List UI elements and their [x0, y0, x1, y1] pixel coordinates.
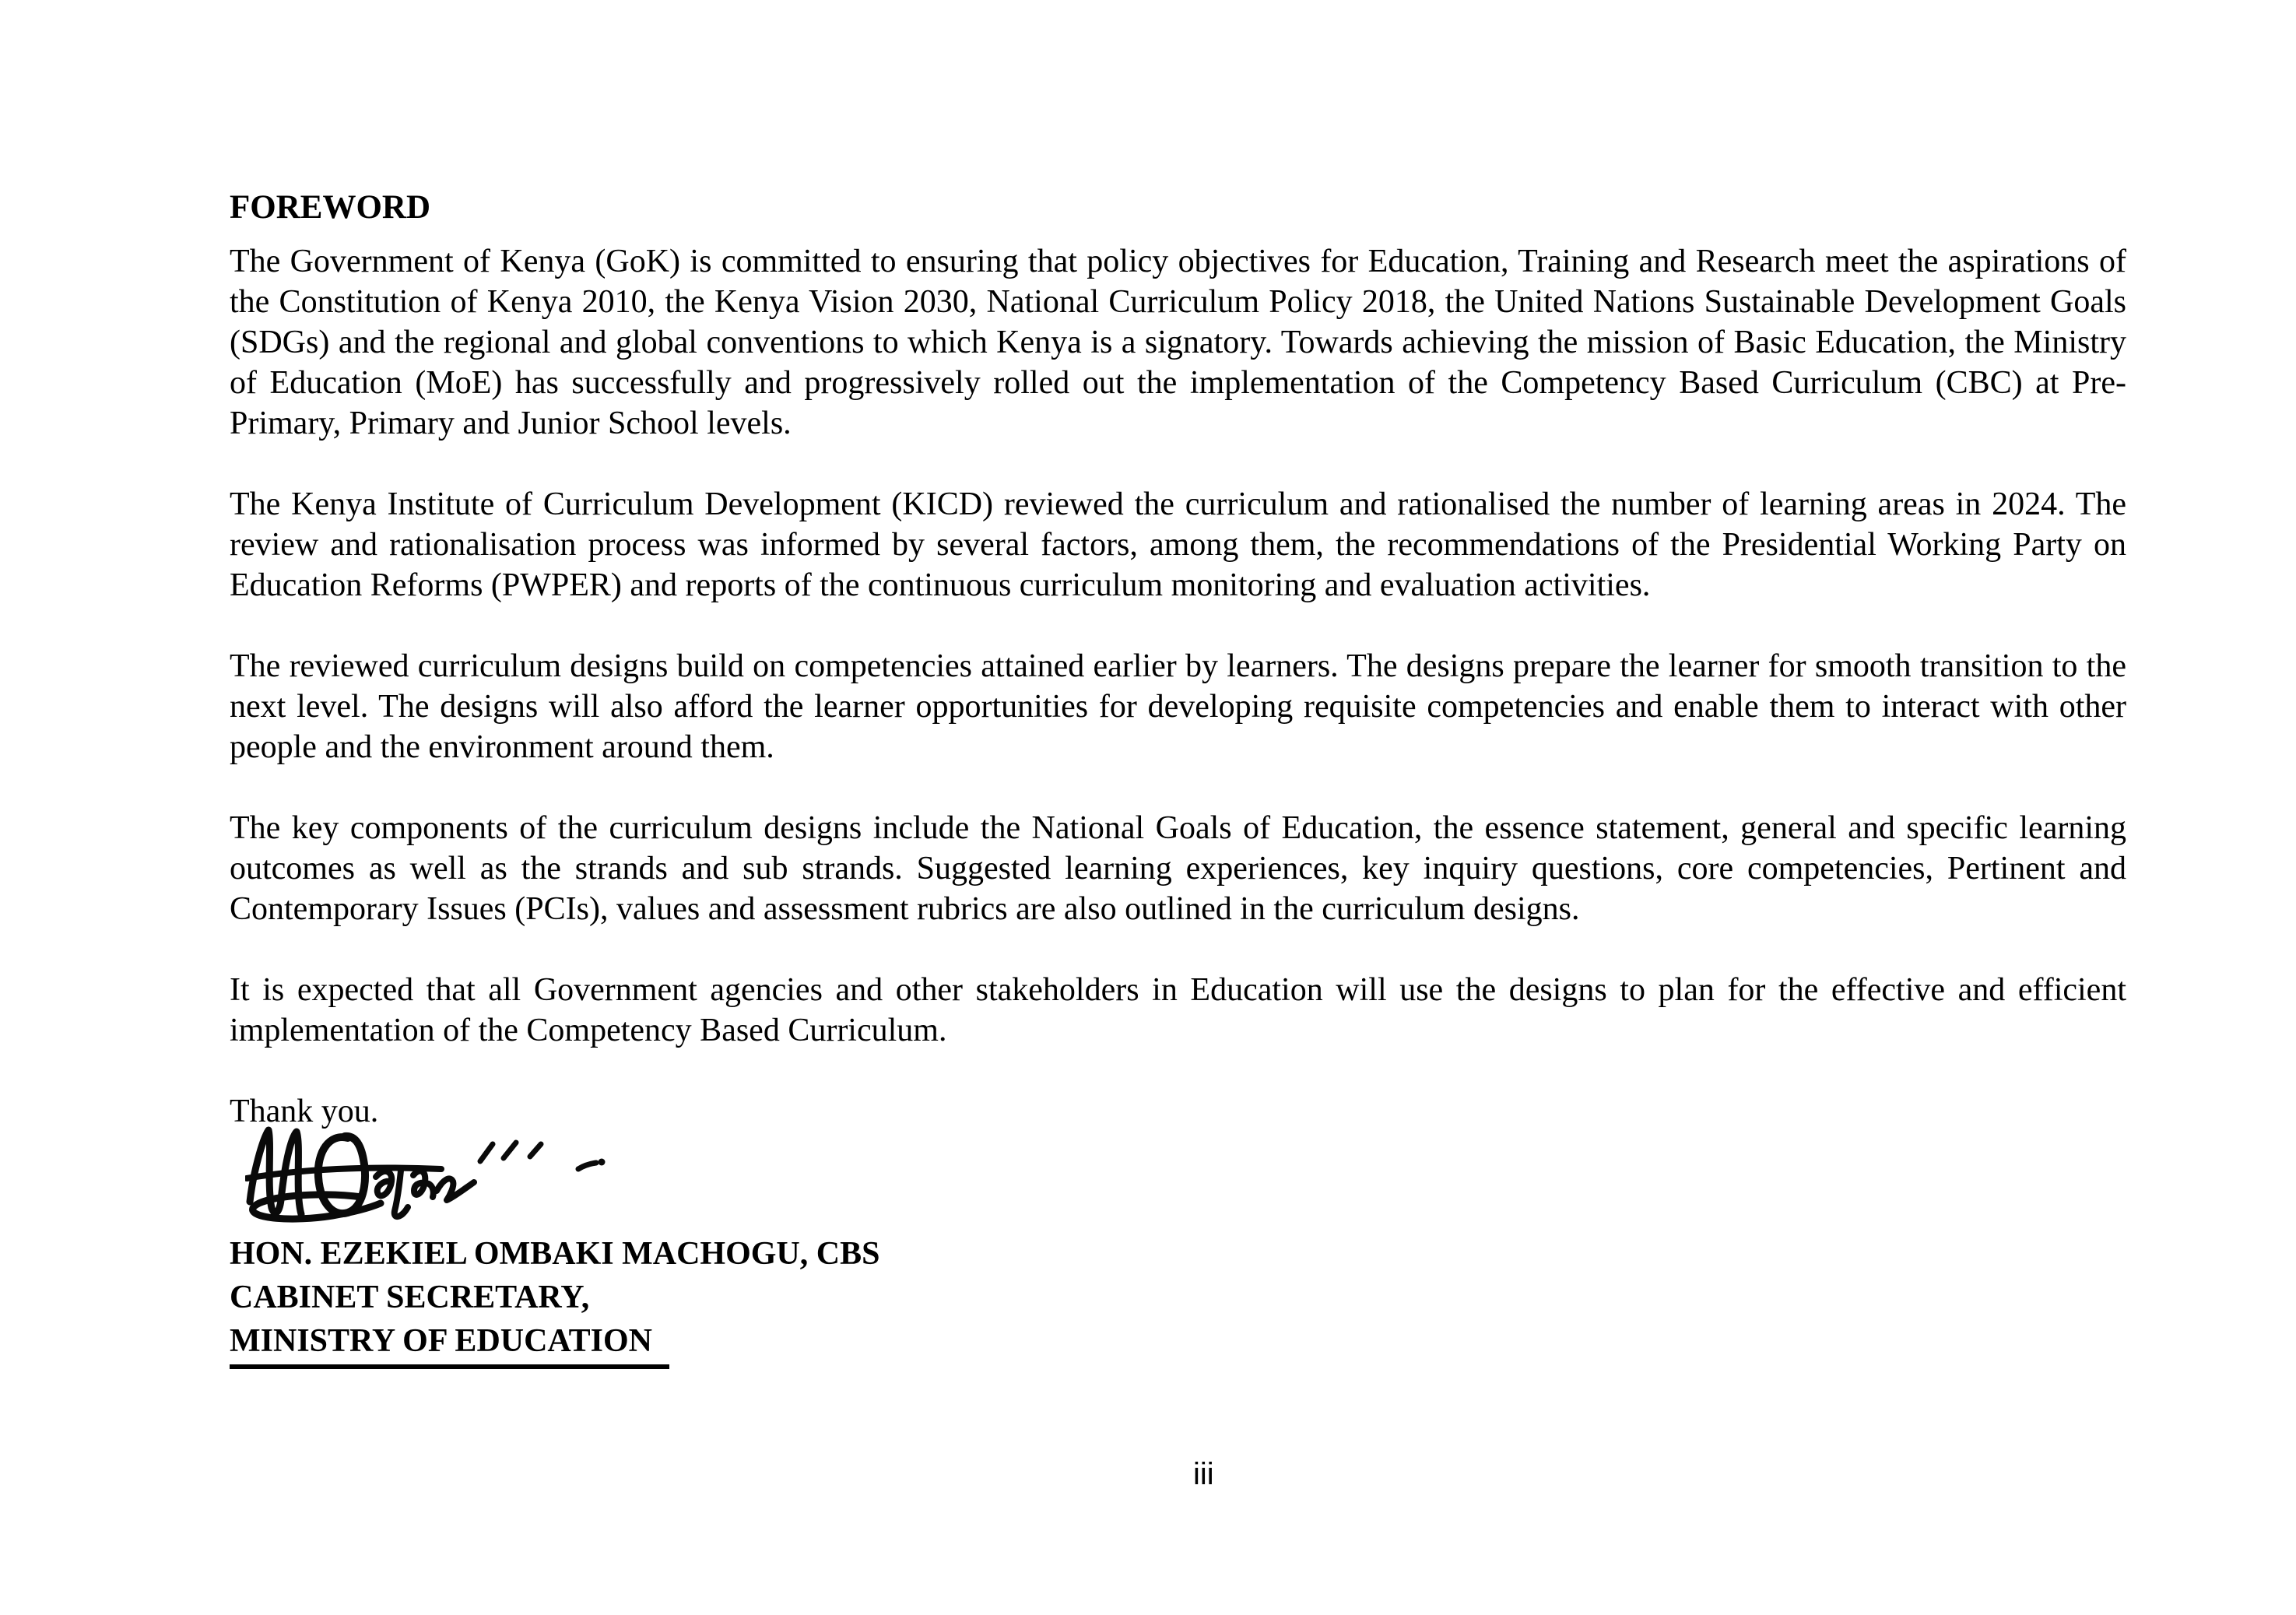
signatory-role: CABINET SECRETARY,	[230, 1280, 590, 1315]
closing-text: Thank you.	[230, 1094, 379, 1129]
paragraph-2: The Kenya Institute of Curriculum Development (KICD) reviewed the curriculum and rationalised the number of learning areas in 2024. The review and rationalisation process was informed by several factors, among them, the recommendations of the Presidential Working Party on Education Reforms (PWPER) and reports of the continuous curriculum monitoring and evaluation activities.	[230, 486, 2126, 603]
paragraph-5: It is expected that all Government agencies and other stakeholders in Education will use the designs to plan for the effective and efficient implementation of the Competency Based Curriculum.	[230, 972, 2126, 1048]
page-number: iii	[1193, 1457, 1214, 1491]
signature-image	[245, 1125, 607, 1223]
signatory-name: HON. EZEKIEL OMBAKI MACHOGU, CBS	[230, 1236, 880, 1272]
page-title: FOREWORD	[230, 189, 430, 226]
paragraph-3: The reviewed curriculum designs build on competencies attained earlier by learners. The designs prepare the learner for smooth transition to the next level. The designs will also afford the learner opportunities for developing requisite competencies and enable them to interact with other people and the environment around them.	[230, 648, 2126, 765]
paragraph-1: The Government of Kenya (GoK) is committed to ensuring that policy objectives for Education, Training and Research meet the aspirations of the Constitution of Kenya 2010, the Kenya Vision 2030, National Curriculum Policy 2018, the United Nations Sustainable Development Goals (SDGs) and the regional and global conventions to which Kenya is a signatory. Towards achieving the mission of Basic Education, the Ministry of Education (MoE) has successfully and progressively rolled out the implementation of the Competency Based Curriculum (CBC) at Pre-Primary, Primary and Junior School levels.	[230, 244, 2126, 441]
paragraph-4: The key components of the curriculum designs include the National Goals of Education, the essence statement, general and specific learning outcomes as well as the strands and sub strands. Suggested learning experiences, key inquiry questions, core competencies, Pertinent and Contemporary Issues (PCIs), values and assessment rubrics are also outlined in the curriculum designs.	[230, 810, 2126, 927]
signature-block	[230, 1232, 2126, 1369]
foreword-section	[230, 191, 2126, 1369]
signatory-organization: MINISTRY OF EDUCATION	[230, 1319, 2126, 1369]
